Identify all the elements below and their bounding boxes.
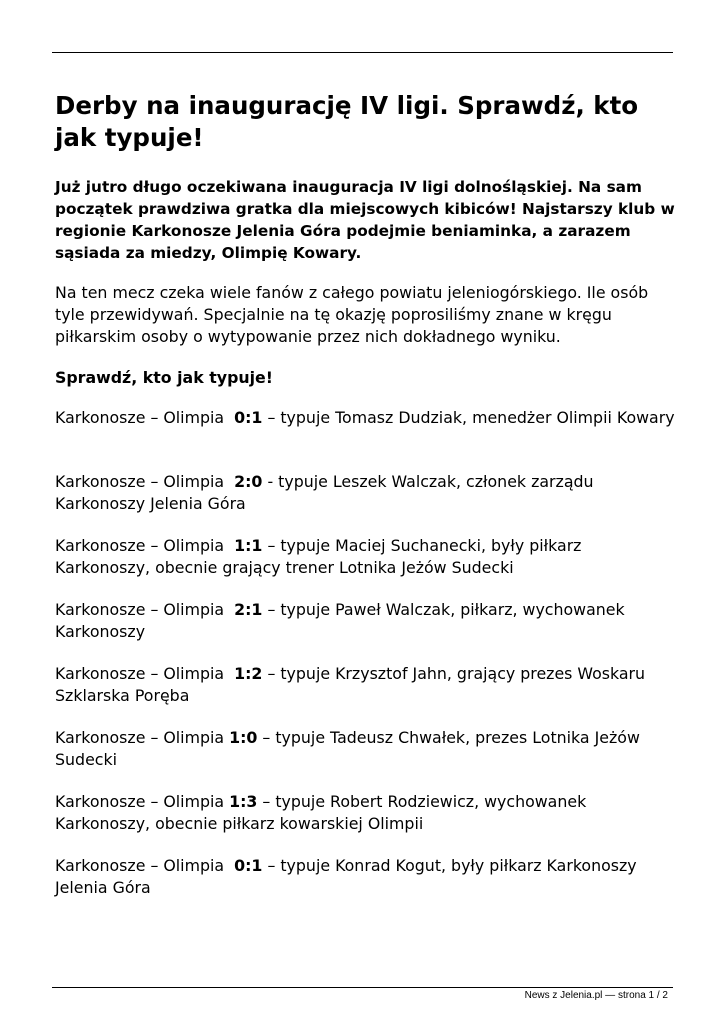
article-lead: Już jutro długo oczekiwana inauguracja IV ligi dolnośląskiej. Na sam początek prawdziwa gratka dla miejscowych kibiców! Najstarszy klub w regionie Karkonosze Jelenia Góra podejmie beniaminka, a zarazem sąsiada za miedzy, Olimpię Kowary. xyxy=(55,178,675,262)
prediction-match: Karkonosze – Olimpia xyxy=(55,408,225,427)
predictions-list xyxy=(55,407,680,919)
prediction-score: 1:0 xyxy=(229,728,258,747)
prediction-item xyxy=(55,599,680,643)
page-footer: News z Jelenia.pl — strona 1 / 2 xyxy=(524,990,668,1001)
prediction-match: Karkonosze – Olimpia xyxy=(55,728,225,747)
footer-rule xyxy=(52,987,673,988)
prediction-score: 1:1 xyxy=(234,536,263,555)
prediction-score: 2:1 xyxy=(234,600,263,619)
prediction-score: 2:0 xyxy=(234,472,263,491)
prediction-match: Karkonosze – Olimpia xyxy=(55,536,225,555)
prediction-match: Karkonosze – Olimpia xyxy=(55,600,225,619)
prediction-text: – typuje Robert Rodziewicz, wychowanek Karkonoszy, obecnie piłkarz kowarskiej Olimpii xyxy=(55,792,587,833)
prediction-text: – typuje Krzysztof Jahn, grający prezes Woskaru Szklarska Poręba xyxy=(55,664,646,705)
article-intro: Na ten mecz czeka wiele fanów z całego powiatu jeleniogórskiego. Ile osób tyle przewidywań. Specjalnie na tę okazję poprosiliśmy znane w kręgu piłkarskim osoby o wytypowanie przez nich dokładnego wyniku. xyxy=(55,283,649,346)
prediction-score: 1:2 xyxy=(234,664,263,683)
prediction-match: Karkonosze – Olimpia xyxy=(55,664,225,683)
prediction-text: - typuje Leszek Walczak, członek zarządu Karkonoszy Jelenia Góra xyxy=(55,472,594,513)
prediction-item xyxy=(55,663,680,707)
prediction-score: 0:1 xyxy=(234,856,263,875)
prediction-text: – typuje Paweł Walczak, piłkarz, wychowanek Karkonoszy xyxy=(55,600,625,641)
prediction-text: – typuje Tomasz Dudziak, menedżer Olimpii Kowary xyxy=(262,408,675,427)
prediction-item xyxy=(55,535,680,579)
prediction-text: – typuje Tadeusz Chwałek, prezes Lotnika Jeżów Sudecki xyxy=(55,728,640,769)
prediction-text: – typuje Maciej Suchanecki, były piłkarz Karkonoszy, obecnie grający trener Lotnika Jeżów Sudecki xyxy=(55,536,582,577)
prediction-item xyxy=(55,727,680,771)
prediction-item xyxy=(55,407,680,451)
prediction-match: Karkonosze – Olimpia xyxy=(55,472,225,491)
prediction-text: – typuje Konrad Kogut, były piłkarz Karkonoszy Jelenia Góra xyxy=(55,856,637,897)
prediction-match: Karkonosze – Olimpia xyxy=(55,856,225,875)
prediction-score: 1:3 xyxy=(229,792,258,811)
prediction-item xyxy=(55,791,680,835)
article-subheading: Sprawdź, kto jak typuje! xyxy=(55,368,273,387)
prediction-item xyxy=(55,471,680,515)
prediction-match: Karkonosze – Olimpia xyxy=(55,792,225,811)
header-rule xyxy=(52,52,673,53)
prediction-item xyxy=(55,855,680,899)
prediction-score: 0:1 xyxy=(234,408,263,427)
article-title: Derby na inaugurację IV ligi. Sprawdź, kto jak typuje! xyxy=(55,91,639,152)
